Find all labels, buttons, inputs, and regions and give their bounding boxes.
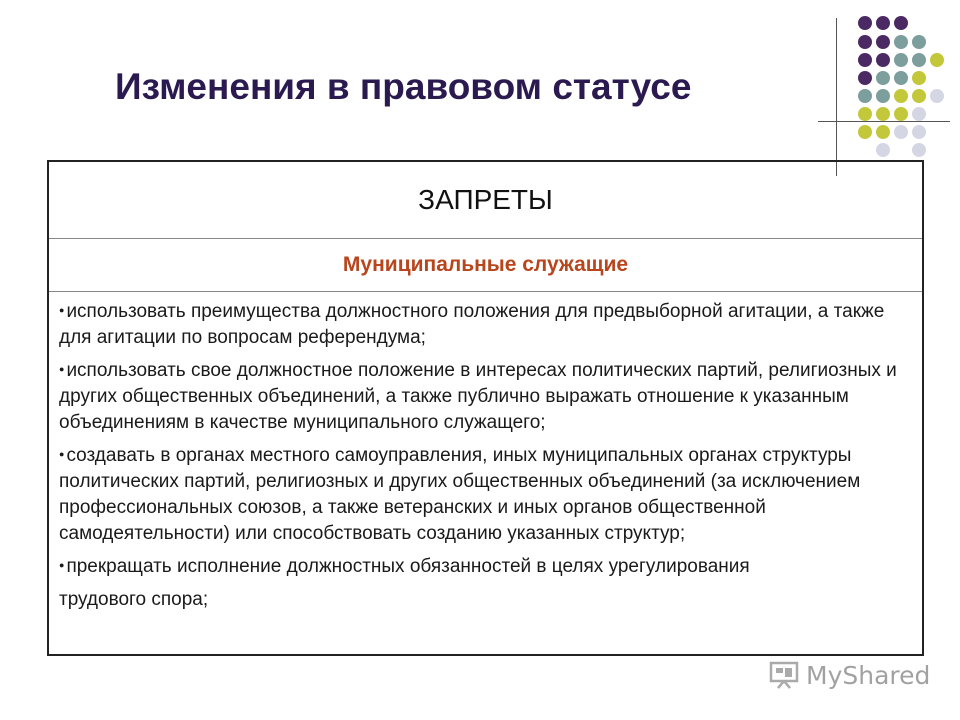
bullet-icon: ● [59,449,65,459]
decor-dot [894,71,908,85]
decor-dot [912,107,926,121]
table-subheader: Муниципальные служащие [49,238,922,292]
bullet-icon: ● [59,560,65,570]
decor-dot [912,35,926,49]
decor-dot [930,53,944,67]
decor-dot [858,35,872,49]
decor-dot [912,89,926,103]
decor-dot [858,71,872,85]
list-item: ● использовать свое должностное положение в интересах политических партий, религиозных и других общественных объединений, а также публично выражать отношение к указанным объединениям в качестве муниципального служащего; [59,360,897,433]
decor-dot [876,16,890,30]
decor-dot [876,89,890,103]
decor-dot [858,125,872,139]
decor-dot [894,53,908,67]
decor-dot [858,107,872,121]
table-header: ЗАПРЕТЫ [49,162,922,239]
decor-dot [894,35,908,49]
list-item: ● прекращать исполнение должностных обязанностей в целях урегулирования [59,556,750,577]
decor-dot [912,125,926,139]
decor-dot [876,71,890,85]
decor-dot [894,89,908,103]
bullet-icon: ● [59,364,65,374]
decor-dot [894,16,908,30]
bullet-icon: ● [59,305,65,315]
decor-dot [876,143,890,157]
decor-dot [876,53,890,67]
decor-dot [912,143,926,157]
list-item: ● использовать преимущества должностного положения для предвыборной агитации, а также для агитации по вопросам референдума; [59,301,885,348]
decor-dot [876,125,890,139]
slide-title: Изменения в правовом статусе [115,66,692,107]
decor-dot-grid [846,10,956,160]
presentation-icon [768,660,802,690]
decor-dot [894,125,908,139]
list-item-continuation: трудового спора; [59,589,209,610]
decor-dot [876,35,890,49]
decor-dot [858,89,872,103]
decor-dot [876,107,890,121]
watermark [768,655,930,695]
table-body [49,291,922,654]
restrictions-table [47,160,924,656]
decor-dot [930,89,944,103]
decor-vertical-line [836,18,837,176]
list-item: ● создавать в органах местного самоуправления, иных муниципальных органах структуры политических партий, религиозных и других общественных объединений (за исключением профессиональных союзов, а также ветеранских и иных органов общественной самодеятельности) или способствовать созданию указанных структур; [59,445,861,544]
decor-dot [858,53,872,67]
decor-dot [912,71,926,85]
watermark-text: MyShared [806,660,931,690]
decor-dot [912,53,926,67]
decor-dot [894,107,908,121]
decor-dot [858,16,872,30]
